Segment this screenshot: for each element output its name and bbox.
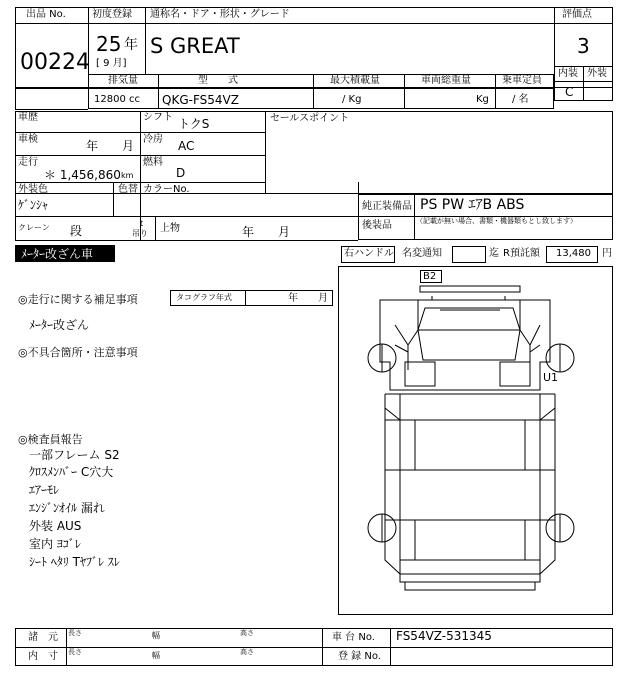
fuel-value: D [176, 166, 186, 180]
mileage-unit: km [121, 171, 134, 180]
defects-label: ◎不具合箇所・注意事項 [18, 346, 138, 359]
reg-no-label: 登 録 No. [338, 651, 381, 662]
reg-year: 25 [96, 32, 122, 56]
dims-length-label: 長さ [68, 629, 82, 637]
equipment-value: PS PW ｴｱB ABS [420, 197, 525, 213]
crane-stage: 段 [70, 224, 83, 238]
history-label: 車歴 [18, 112, 38, 123]
exterior-color-label: 外装色 [18, 184, 48, 195]
inspection-year: 年 [86, 139, 99, 153]
shift-label: シフト [143, 112, 173, 123]
driving-note: ﾒｰﾀｰ改ざん [29, 318, 90, 332]
name-change-label: 名変通知 [402, 248, 442, 259]
name-label: 通称名・ドア・形状・グレード [150, 9, 290, 20]
max-load-label: 最大積載量 [330, 75, 380, 86]
inspector-item: ｴｱｰﾓﾚ [29, 483, 60, 497]
upper-year: 年 [242, 225, 255, 239]
color-change-label: 色替 [118, 184, 138, 195]
displacement: 12800 cc [94, 94, 140, 105]
inspector-item: ｴﾝｼﾞﾝｵｲﾙ 漏れ [29, 501, 105, 515]
exterior-color: ｹﾞﾝｼｬ [18, 198, 49, 212]
right-hand-drive: 右ハンドル [344, 248, 394, 259]
lot-label: 出品 No. [26, 9, 66, 20]
mileage-value: ＊ 1,456,860 [44, 168, 121, 182]
selling-points-label: セールスポイント [270, 113, 350, 124]
inspector-item: 一部フレーム S2 [29, 448, 120, 462]
reg-month: [ 9 月] [96, 58, 127, 69]
damage-mark-b2: B2 [423, 271, 437, 282]
dims-height-label: 高さ [240, 629, 254, 637]
interior-size-label: 内 寸 [28, 651, 58, 662]
exterior-label: 外装 [587, 68, 607, 79]
interior-grade: C [565, 85, 574, 99]
model-name: S GREAT [150, 34, 240, 58]
shift-value: トクS [178, 117, 210, 131]
capacity: / 名 [512, 94, 529, 105]
tachograph-month: 月 [318, 293, 328, 304]
score-value: 3 [577, 34, 590, 58]
displacement-label: 排気量 [108, 75, 138, 86]
chassis-no: FS54VZ-531345 [396, 629, 492, 643]
inspector-item: 外装 AUS [29, 519, 82, 533]
driving-notes-label: ◎走行に関する補足事項 [18, 293, 138, 306]
interior-height-label: 高さ [240, 648, 254, 656]
gross-weight-label: 車両総重量 [421, 75, 471, 86]
inspector-item: 室内 ﾖｺﾞﾚ [29, 537, 81, 551]
model-code: QKG-FS54VZ [162, 93, 239, 107]
max-load: / Kg [342, 94, 362, 105]
tachograph-year: 年 [288, 293, 298, 304]
crane-ton-bottom: 吊り [132, 229, 148, 238]
first-reg-label: 初度登録 [92, 9, 132, 20]
yen-label: 円 [602, 248, 612, 259]
capacity-label: 乗車定員 [502, 75, 542, 86]
reg-year-unit: 年 [124, 37, 138, 53]
interior-width-label: 幅 [152, 651, 160, 660]
lot-number: 00224 [20, 50, 90, 75]
meter-tampered-badge: ﾒｰﾀｰ改ざん車 [15, 245, 115, 262]
interior-length-label: 長さ [68, 648, 82, 656]
color-no-label: カラーNo. [143, 184, 190, 195]
dims-label: 諸 元 [28, 632, 58, 643]
inspection-month: 月 [122, 139, 135, 153]
equipment-label: 純正装備品 [362, 201, 412, 212]
mileage-label: 走行 [18, 157, 38, 168]
aftermarket-label: 後装品 [362, 220, 392, 231]
score-label: 評価点 [562, 9, 592, 20]
aftermarket-note: （記載が無い場合、書類・機器類もとし致します） [416, 217, 577, 225]
damage-mark-u1: U1 [543, 371, 559, 384]
crane-ton-top: t [140, 219, 144, 228]
model-code-label: 型 式 [198, 75, 238, 86]
inspector-label: ◎検査員報告 [18, 433, 83, 446]
r-deposit-value: 13,480 [556, 248, 591, 259]
until-label: 迄 [489, 248, 499, 259]
aircon-label: 冷房 [143, 134, 163, 145]
fuel-label: 燃料 [143, 157, 163, 168]
inspection-label: 車検 [18, 134, 38, 145]
inspector-item: ｼｰﾄ ﾍﾀﾘ Tﾔﾌﾞﾚ ｽﾚ [29, 555, 120, 569]
upper-label: 上物 [160, 223, 180, 234]
dims-width-label: 幅 [152, 631, 160, 640]
chassis-no-label: 車 台 No. [332, 632, 375, 643]
tachograph-label: タコグラフ年式 [176, 293, 232, 302]
upper-month: 月 [278, 225, 291, 239]
gross-weight: Kg [476, 94, 489, 105]
r-deposit-label: R預託額 [503, 248, 540, 259]
aircon-value: AC [178, 139, 195, 153]
crane-label: クレーン [18, 223, 50, 232]
interior-label: 内装 [558, 68, 578, 79]
inspector-item: ｸﾛｽﾒﾝﾊﾞｰ C穴大 [29, 465, 114, 479]
